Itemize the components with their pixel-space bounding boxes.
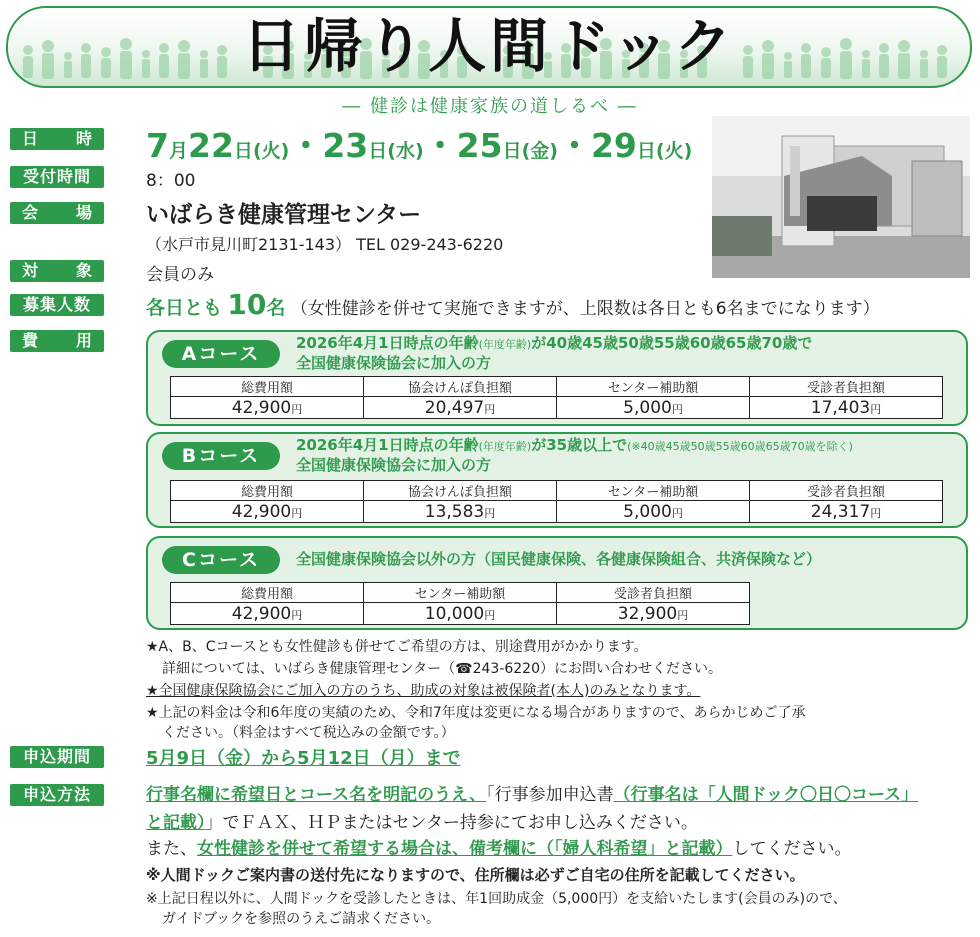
reception-time: 8：00 — [146, 171, 196, 191]
label-recruit: 募集人数 — [10, 294, 104, 316]
course-b-box — [146, 432, 968, 528]
table-cell: 5,000円 — [557, 501, 750, 523]
table-cell: 42,900円 — [171, 501, 364, 523]
table-cell: 13,583円 — [364, 501, 557, 523]
label-target: 対 象 — [10, 260, 104, 282]
table-header: 総費用額 — [171, 377, 364, 397]
table-header: 協会けんぽ負担額 — [364, 481, 557, 501]
venue-name: いばらき健康管理センター — [146, 202, 422, 228]
label-reception: 受付時間 — [10, 166, 104, 188]
method-line-2: と記載）」でＦＡＸ、ＨＰまたはセンター持参にてお申し込みください。 — [146, 813, 698, 833]
subtitle: ― 健診は健康家族の道しるべ ― — [342, 96, 638, 117]
course-c-box — [146, 536, 968, 630]
target-text: 会員のみ — [146, 265, 214, 285]
label-date: 日 時 — [10, 128, 104, 150]
application-period: 5月9日（金）から5月12日（月）まで — [146, 748, 461, 769]
course-a-box — [146, 330, 968, 426]
venue-address: （水戸市見川町2131-143） TEL 029-243-6220 — [146, 235, 504, 254]
course-b-description: 2026年4月1日時点の年齢(年度年齢)が35歳以上で(※40歳45歳50歳55歳60歳65歳70歳を除く) 全国健康保険協会に加入の方 — [296, 436, 853, 474]
note-line: ★上記の料金は令和6年度の実績のため、令和7年度は変更になる場合がありますので、あらかじめご了承 — [146, 705, 806, 721]
course-c-description: 全国健康保険協会以外の方（国民健康保険、各健康保険組合、共済保険など） — [296, 550, 822, 568]
course-a-fee-table — [170, 376, 943, 419]
note-line: ください。（料金はすべて税込みの金額です。） — [162, 725, 455, 741]
table-cell: 10,000円 — [364, 603, 557, 625]
table-cell: 24,317円 — [750, 501, 943, 523]
course-c-badge: Cコース — [162, 546, 280, 574]
method-note: ※上記日程以外に、人間ドックを受診したときは、年1回助成金（5,000円）を支給いたします(会員のみ)ので、 — [146, 891, 847, 907]
label-venue: 会 場 — [10, 202, 104, 224]
label-period: 申込期間 — [10, 746, 104, 768]
table-cell: 20,497円 — [364, 397, 557, 419]
method-bold-note: ※人間ドックご案内書の送付先になりますので、住所欄は必ずご自宅の住所を記載してください。 — [146, 866, 805, 884]
method-line-3: また、女性健診を併せて希望する場合は、備考欄に（「婦人科希望」と記載）してください。 — [146, 839, 852, 859]
health-center-building-photo — [712, 116, 970, 278]
quota-text: 各日とも 10名 （女性健診を併せて実施できますが、上限数は各日とも6名までになります） — [146, 288, 880, 321]
table-header: センター補助額 — [557, 377, 750, 397]
course-c-fee-table — [170, 582, 750, 625]
note-line: ★全国健康保険協会にご加入の方のうち、助成の対象は被保険者(本人)のみとなります。 — [146, 683, 701, 699]
note-line: ★A、B、Cコースとも女性健診も併せてご希望の方は、別途費用がかかります。 — [146, 639, 648, 655]
method-line-1: 行事名欄に希望日とコース名を明記のうえ、「行事参加申込書（行事名は「人間ドック〇日〇コース」 — [146, 785, 919, 805]
table-cell: 5,000円 — [557, 397, 750, 419]
table-header: 受診者負担額 — [557, 583, 750, 603]
table-header: 協会けんぽ負担額 — [364, 377, 557, 397]
course-a-description: 2026年4月1日時点の年齢(年度年齢)が40歳45歳50歳55歳60歳65歳70歳で 全国健康保険協会に加入の方 — [296, 334, 813, 372]
table-header: 受診者負担額 — [750, 377, 943, 397]
page-title: 日帰り人間ドック — [242, 12, 736, 80]
note-line: 詳細については、いばらき健康管理センター（☎243-6220）にお問い合わせください。 — [162, 661, 722, 677]
table-cell: 17,403円 — [750, 397, 943, 419]
table-cell: 32,900円 — [557, 603, 750, 625]
course-b-badge: Bコース — [162, 442, 280, 470]
header-banner — [6, 6, 972, 88]
table-header: 総費用額 — [171, 481, 364, 501]
method-note: ガイドブックを参照のうえご請求ください。 — [162, 911, 441, 927]
label-fee: 費 用 — [10, 330, 104, 352]
event-dates: 7月22日(火)・23日(水)・25日(金)・29日(火) — [146, 126, 693, 165]
course-b-fee-table — [170, 480, 943, 523]
table-header: センター補助額 — [364, 583, 557, 603]
table-header: 受診者負担額 — [750, 481, 943, 501]
table-cell: 42,900円 — [171, 603, 364, 625]
label-method: 申込方法 — [10, 784, 104, 806]
course-a-badge: Aコース — [162, 340, 280, 368]
table-header: 総費用額 — [171, 583, 364, 603]
table-header: センター補助額 — [557, 481, 750, 501]
table-cell: 42,900円 — [171, 397, 364, 419]
